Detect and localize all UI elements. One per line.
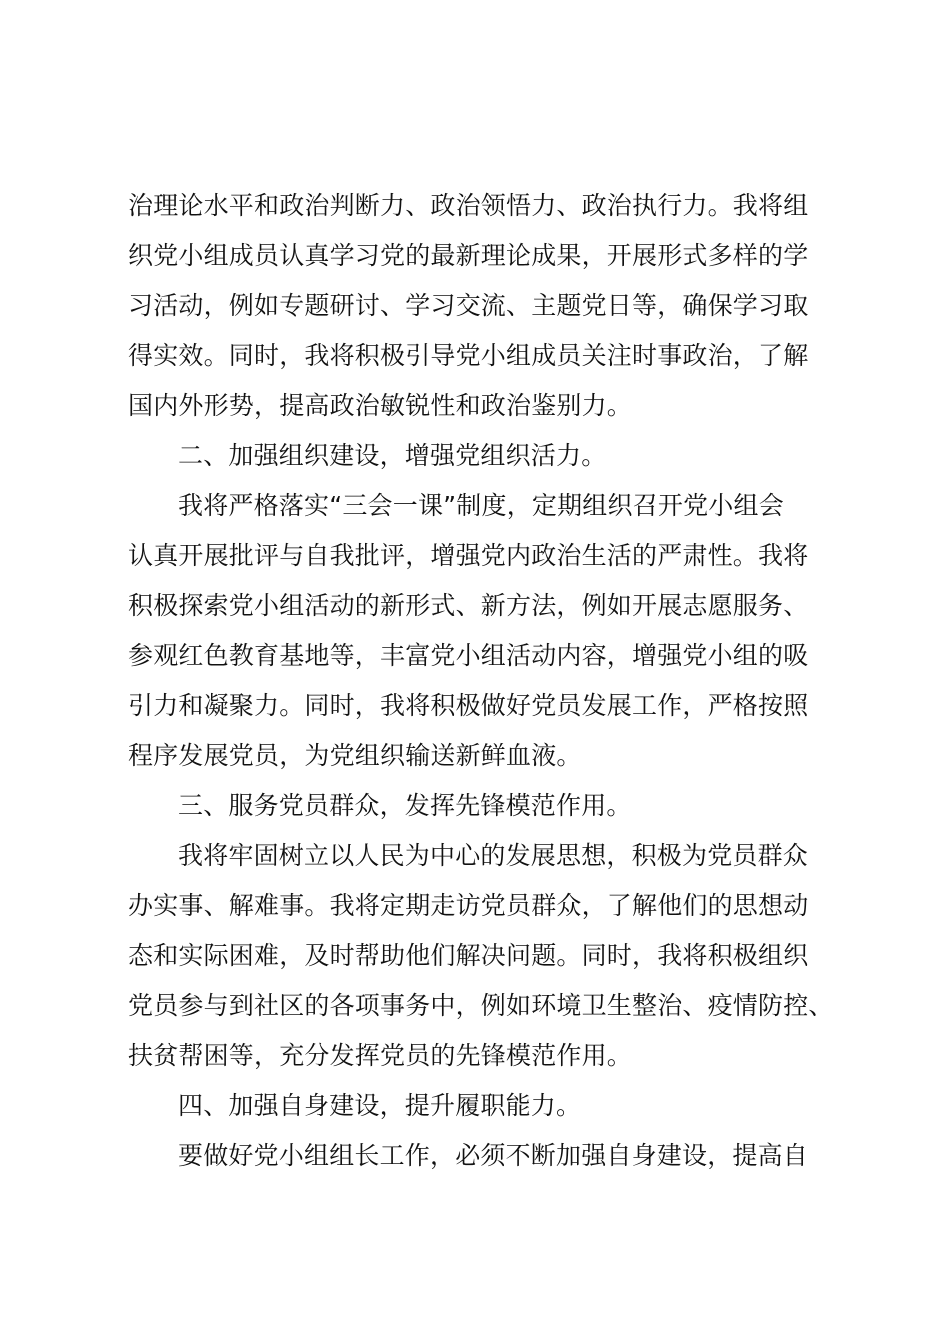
body-line: 程序发展党员，为党组织输送新鲜血液。 bbox=[128, 741, 582, 770]
body-line: 治理论水平和政治判断力、政治领悟力、政治执行力。我将组 bbox=[128, 191, 809, 220]
body-line: 积极探索党小组活动的新形式、新方法，例如开展志愿服务、 bbox=[128, 591, 809, 620]
section-heading: 四、加强自身建设，提升履职能力。 bbox=[178, 1091, 582, 1120]
body-line: 要做好党小组组长工作，必须不断加强自身建设，提高自 bbox=[178, 1141, 809, 1170]
body-line: 办实事、解难事。我将定期走访党员群众，了解他们的思想动 bbox=[128, 891, 809, 920]
body-line: 参观红色教育基地等，丰富党小组活动内容，增强党小组的吸 bbox=[128, 641, 809, 670]
body-line: 党员参与到社区的各项事务中，例如环境卫生整治、疫情防控、 bbox=[128, 991, 834, 1020]
body-line: 得实效。同时，我将积极引导党小组成员关注时事政治，了解 bbox=[128, 341, 809, 370]
body-line: 国内外形势，提高政治敏锐性和政治鉴别力。 bbox=[128, 391, 633, 420]
body-line: 扶贫帮困等，充分发挥党员的先锋模范作用。 bbox=[128, 1041, 633, 1070]
body-line: 我将牢固树立以人民为中心的发展思想，积极为党员群众 bbox=[178, 841, 809, 870]
body-line: 我将严格落实“三会一课”制度，定期组织召开党小组会 bbox=[178, 491, 784, 520]
body-line: 习活动，例如专题研讨、学习交流、主题党日等，确保学习取 bbox=[128, 291, 809, 320]
body-line: 织党小组成员认真学习党的最新理论成果，开展形式多样的学 bbox=[128, 241, 809, 270]
section-heading: 二、加强组织建设，增强党组织活力。 bbox=[178, 441, 607, 470]
section-heading: 三、服务党员群众，发挥先锋模范作用。 bbox=[178, 791, 632, 820]
body-line: 态和实际困难，及时帮助他们解决问题。同时，我将积极组织 bbox=[128, 941, 809, 970]
body-line: 引力和凝聚力。同时，我将积极做好党员发展工作，严格按照 bbox=[128, 691, 809, 720]
body-line: 认真开展批评与自我批评，增强党内政治生活的严肃性。我将 bbox=[128, 541, 809, 570]
